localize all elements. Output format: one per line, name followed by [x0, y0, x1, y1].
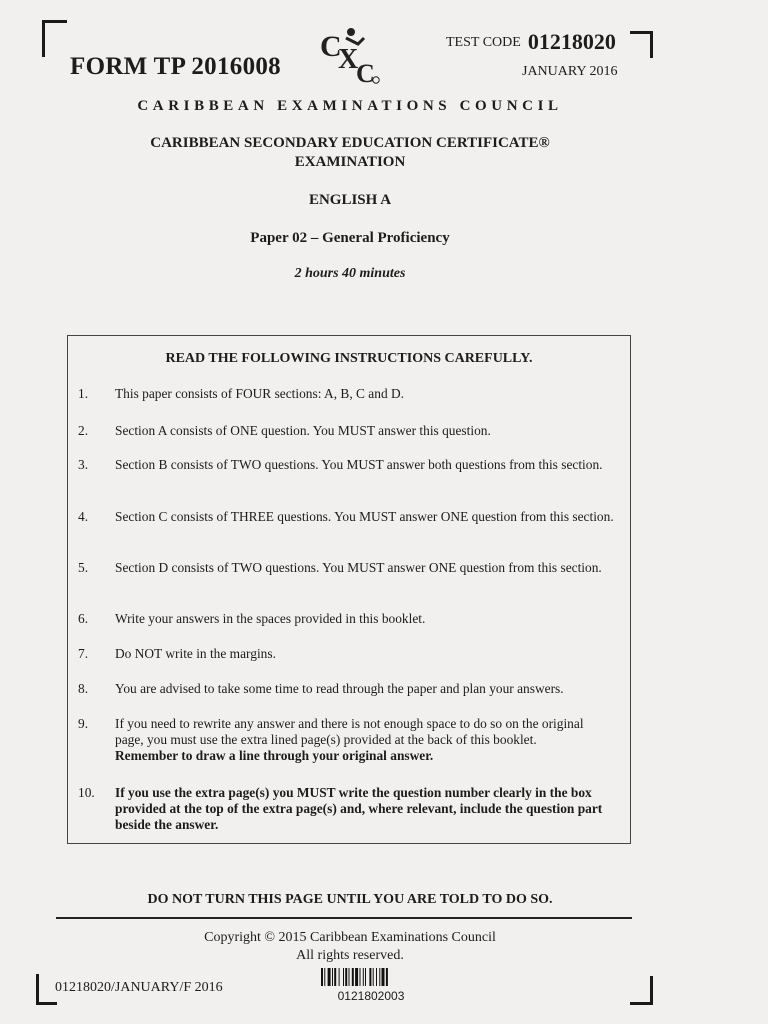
subject-title: ENGLISH A	[308, 192, 392, 208]
divider-line	[56, 917, 632, 919]
instructions-heading: READ THE FOLLOWING INSTRUCTIONS CAREFULLY.	[165, 351, 533, 366]
instruction-text: If you need to rewrite any answer and there is not enough space to do so on the original page, you must use the extra lined page(s) provided at the back of this booklet.	[115, 716, 584, 747]
test-code-label: TEST CODE	[446, 35, 521, 50]
instruction-number: 10.	[78, 785, 95, 800]
barcode-number: 0121802003	[337, 989, 405, 1003]
instruction-text: Section B consists of TWO questions. You MUST answer both questions from this section.	[115, 457, 603, 472]
instruction-number: 7.	[78, 646, 89, 661]
instruction-number: 8.	[78, 681, 89, 696]
instruction-emphasis: Remember to draw a line through your original answer.	[115, 748, 434, 763]
instruction-text: This paper consists of FOUR sections: A, B, C and D.	[115, 386, 405, 401]
instruction-text: Write your answers in the spaces provided in this booklet.	[115, 611, 426, 626]
barcode-bar	[345, 968, 347, 986]
corner-mark-bottom-left	[36, 974, 57, 1005]
barcode-bar	[355, 968, 358, 986]
barcode-bar	[332, 968, 333, 986]
instruction-text: You are advised to take some time to read through the paper and plan your answers.	[115, 681, 564, 696]
barcode-bar	[324, 968, 325, 986]
exam-date: JANUARY 2016	[522, 64, 618, 79]
test-code-value: 01218020	[527, 29, 616, 54]
instruction-number: 2.	[78, 423, 89, 438]
instruction-text: Section A consists of ONE question. You MUST answer this question.	[115, 423, 491, 438]
instruction-text: Section D consists of TWO questions. You MUST answer ONE question from this section.	[115, 560, 602, 575]
barcode-bar	[352, 968, 354, 986]
barcode-bar	[373, 968, 374, 986]
paper-title: Paper 02 – General Proficiency	[250, 230, 450, 246]
barcode-bar	[349, 968, 350, 986]
instruction-number: 3.	[78, 457, 89, 472]
corner-mark-top-right	[630, 31, 653, 58]
duration: 2 hours 40 minutes	[294, 266, 406, 281]
certificate-title	[0, 134, 700, 172]
instruction-number: 1.	[78, 386, 89, 401]
instruction-text: Section C consists of THREE questions. You MUST answer ONE question from this section.	[115, 509, 614, 524]
barcode-bar	[328, 968, 331, 986]
copyright-block	[0, 929, 700, 965]
barcode-bar	[339, 968, 340, 986]
instruction-number: 4.	[78, 509, 89, 524]
barcode-bar	[365, 968, 366, 986]
instruction-number: 9.	[78, 716, 89, 731]
svg-text:X: X	[338, 44, 359, 75]
instructions-box	[67, 335, 631, 844]
barcode-bar	[334, 968, 336, 986]
barcode-bar	[382, 968, 385, 986]
instruction-number: 5.	[78, 560, 89, 575]
barcode-bar	[343, 968, 344, 986]
barcode-bar	[376, 968, 377, 986]
warning-text: DO NOT TURN THIS PAGE UNTIL YOU ARE TOLD TO DO SO.	[147, 892, 553, 907]
barcode-icon	[321, 968, 425, 986]
corner-mark-bottom-right	[630, 976, 653, 1005]
barcode-bar	[369, 968, 371, 986]
paper-code: 01218020/JANUARY/F 2016	[55, 980, 223, 995]
barcode-bar	[363, 968, 364, 986]
instruction-text: Do NOT write in the margins.	[115, 646, 276, 661]
instruction-text-group	[115, 716, 615, 764]
test-code	[446, 29, 616, 55]
instruction-number: 6.	[78, 611, 89, 626]
svg-text:C: C	[356, 59, 375, 86]
barcode-bar	[386, 968, 388, 986]
barcode-bar	[321, 968, 323, 986]
instruction-text: If you use the extra page(s) you MUST write the question number clearly in the box provided at the top of the extra page(s) and, where relevant, include the question part beside the answer.	[115, 785, 603, 832]
cxc-logo-icon	[318, 26, 384, 86]
barcode-bar	[379, 968, 380, 986]
council-name: CARIBBEAN EXAMINATIONS COUNCIL	[137, 98, 563, 114]
corner-mark-top-left	[42, 20, 67, 57]
barcode-bar	[360, 968, 361, 986]
certificate-title-line1: CARIBBEAN SECONDARY EDUCATION CERTIFICATE®	[150, 135, 550, 151]
certificate-title-line2: EXAMINATION	[294, 154, 406, 170]
rights-text: All rights reserved.	[296, 948, 404, 963]
svg-text:C: C	[320, 30, 342, 63]
copyright-text: Copyright © 2015 Caribbean Examinations Council	[204, 930, 496, 945]
form-code: FORM TP 2016008	[70, 53, 281, 80]
